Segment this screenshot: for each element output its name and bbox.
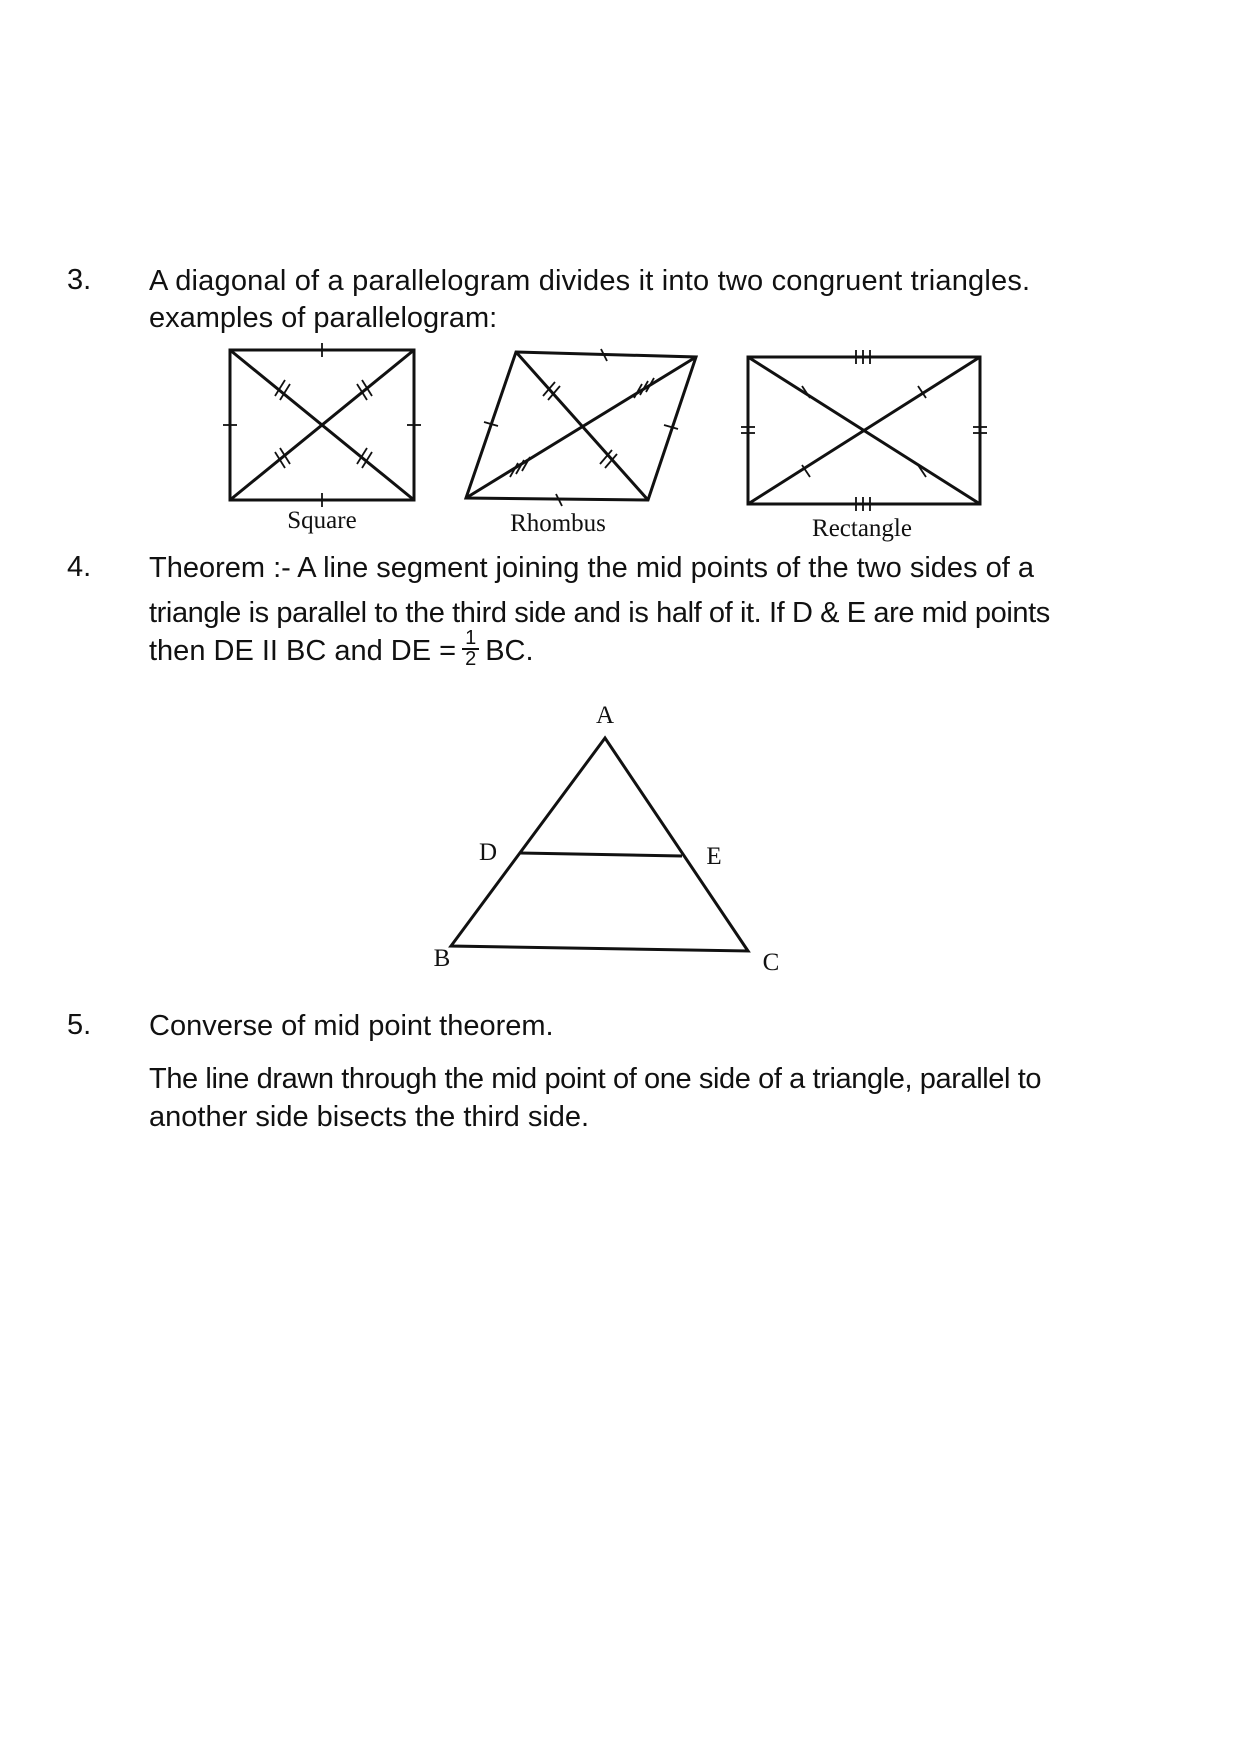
item-5-line-2: another side bisects the third side.	[149, 1101, 590, 1133]
rhombus-figure	[466, 349, 696, 537]
item-5-heading: Converse of mid point theorem.	[149, 1010, 554, 1042]
item-5-line-1: The line drawn through the mid point of one side of a triangle, parallel to	[149, 1063, 1042, 1095]
segment-de	[520, 853, 682, 856]
fraction-denominator: 2	[465, 648, 477, 671]
item-3-number: 3.	[67, 264, 92, 296]
item-3-line-1: A diagonal of a parallelogram divides it into two congruent triangles.	[149, 265, 1031, 297]
item-4-number: 4.	[67, 551, 92, 583]
item-3-line-2: examples of parallelogram:	[149, 302, 498, 334]
item-4-line-1: Theorem :- A line segment joining the mid points of the two sides of a	[149, 552, 1034, 584]
item-4-line-3-pre: then DE II BC and DE =	[149, 635, 457, 667]
square-figure	[223, 343, 421, 534]
triangle-figure	[434, 702, 780, 976]
rectangle-figure	[741, 350, 987, 542]
item-4-line-3-post: BC.	[485, 635, 534, 667]
item-5-number: 5.	[67, 1009, 92, 1041]
rhombus-diagonal-2	[466, 357, 696, 498]
vertex-label-a: A	[595, 702, 615, 729]
vertex-label-b: B	[433, 945, 451, 972]
square-label: Square	[287, 507, 357, 534]
midpoint-label-e: E	[706, 843, 722, 870]
item-4-line-2: triangle is parallel to the third side and is half of it. If D & E are mid points	[149, 597, 1050, 629]
rectangle-label: Rectangle	[812, 515, 912, 542]
midpoint-label-d: D	[478, 839, 498, 866]
vertex-label-c: C	[762, 949, 780, 976]
rhombus-label: Rhombus	[510, 510, 606, 537]
fraction-numerator: 1	[462, 629, 479, 650]
